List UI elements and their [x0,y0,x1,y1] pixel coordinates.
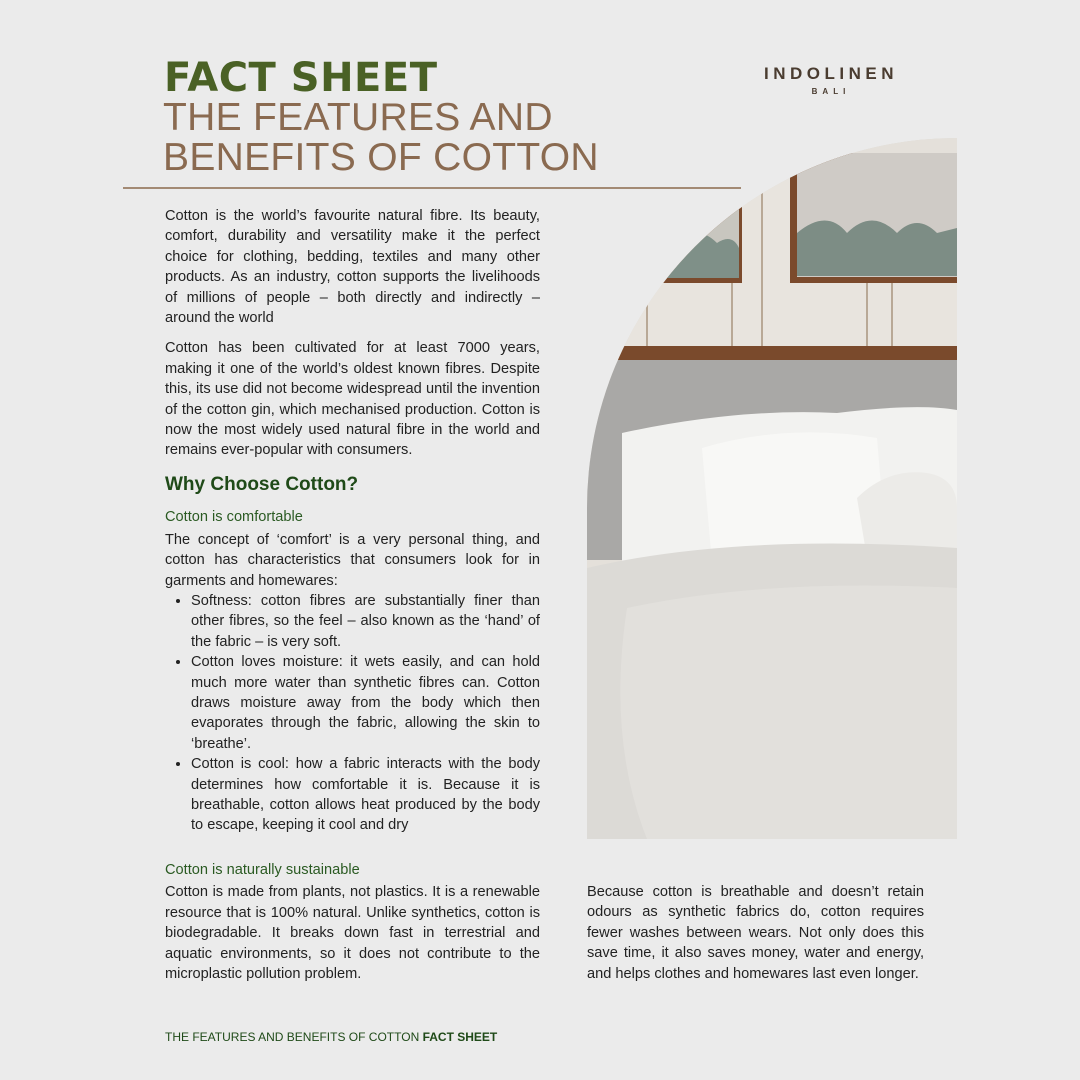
footer-bold: FACT SHEET [422,1030,498,1044]
intro-paragraph-1: Cotton is the world’s favourite natural fibre. Its beauty, comfort, durability and versatility make it the perfect choice for clothing, bedding, textiles and many other products. As an industry, cotton supports the livelihoods of millions of people – both directly and indirectly – around the world [165,208,540,327]
intro-paragraph-2: Cotton has been cultivated for at least 7000 years, making it one of the world’s oldest known fibres. Despite this, its use did not become widespread until the invention of the cotton gin, which mechanised production. Cotton is now the most widely used natural fibre in the world and remains ever-popular with consumers. [165,340,540,459]
sustainable-paragraph-2: Because cotton is breathable and doesn’t retain odours as synthetic fabrics do, cotton requires fewer washes between wears. Not only does this save time, it also saves money, water and energy, and helps clothes and homewares last even longer. [587,884,924,982]
sustainable-paragraph-1: Cotton is made from plants, not plastics. It is a renewable resource that is 100% natural. Unlike synthetics, cotton is biodegradable. It breaks down fast in terrestrial and aquatic environments, so it does not contribute to the microplastic pollution problem. [165,884,540,983]
title-line-3: BENEFITS OF COTTON [163,136,599,179]
page-title [163,98,599,178]
comfortable-intro: The concept of ‘comfort’ is a very personal thing, and cotton has characteristics that consumers look for in garments and homewares: [165,531,540,589]
comfort-bullet-list [165,591,540,836]
title-fact-sheet: FACT SHEET [164,55,438,101]
title-line-2: THE FEATURES AND [163,96,553,139]
sustainable-section [165,860,540,984]
bullet-softness: • Softness: cotton fibres are substantially finer than other fibres, so the feel – also known as the ‘hand’ of the fabric – is very soft. [191,591,540,652]
bullet-moisture: • Cotton loves moisture: it wets easily, and can hold much more water than synthetic fibres can. Cotton draws moisture away from the body which then evaporates through the fabric, allowing the skin to ‘breathe’. [191,652,540,754]
why-heading: Why Choose Cotton? [165,473,359,495]
header-divider [123,187,741,189]
comfortable-subheading: Cotton is comfortable [165,509,303,526]
left-column [165,206,540,836]
footer [165,1030,497,1044]
footer-text: THE FEATURES AND BENEFITS OF COTTON [165,1030,420,1044]
brand-name: INDOLINEN [764,64,898,83]
brand-logo [760,64,902,96]
brand-location: BALI [811,87,851,96]
bullet-cool: • Cotton is cool: how a fabric interacts with the body determines how comfortable it is. Because it is breathable, cotton allows heat produced by the body to escape, keeping it cool and dry [191,754,540,836]
sustainable-subheading: Cotton is naturally sustainable [165,862,360,878]
bedroom-photo [587,138,957,839]
right-column-text [587,882,924,984]
